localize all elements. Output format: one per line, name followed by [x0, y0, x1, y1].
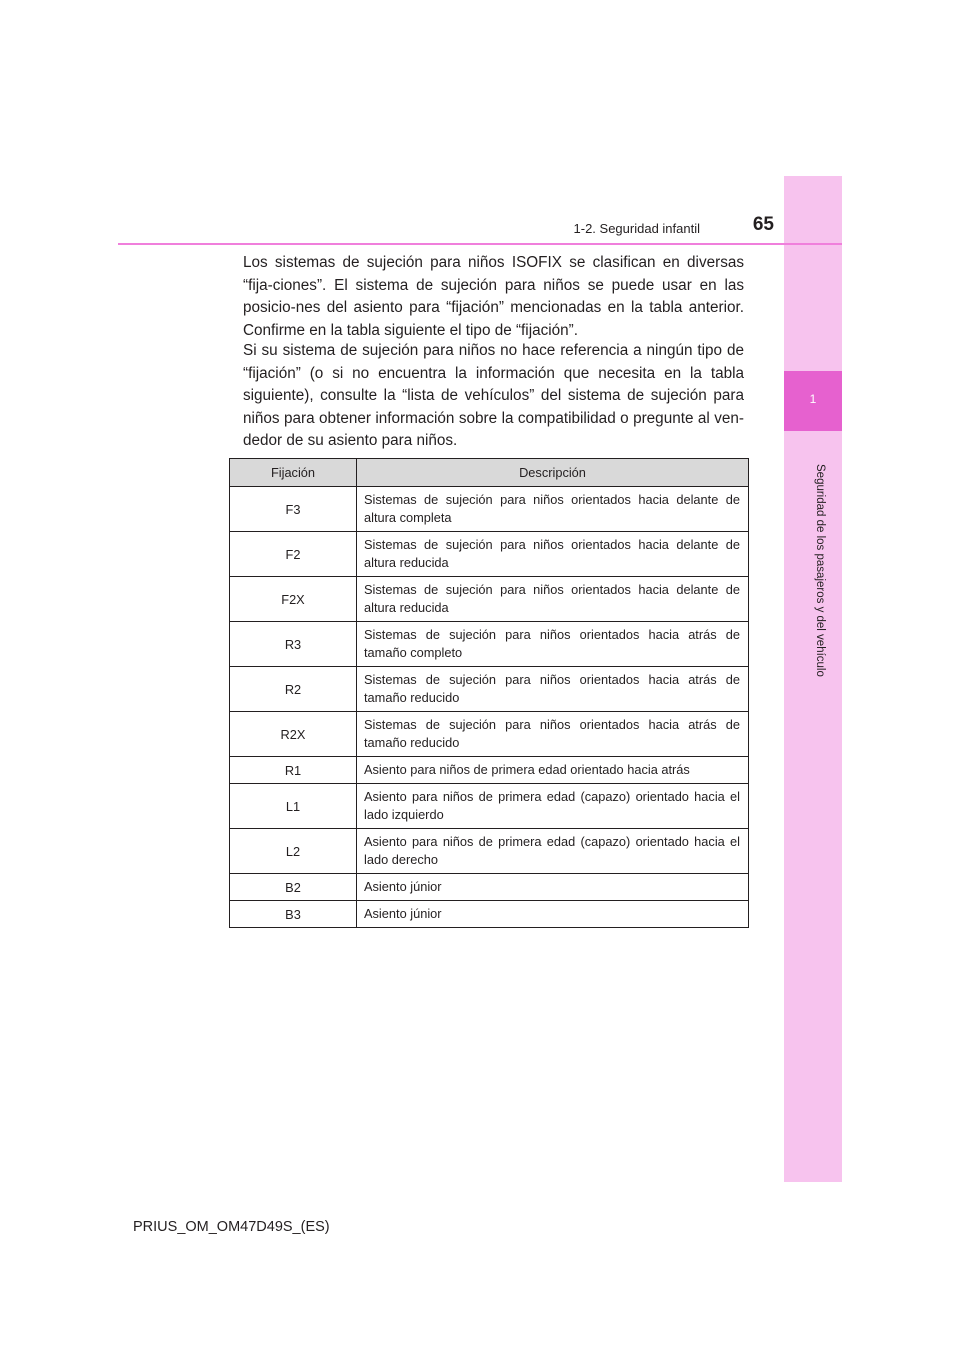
fixation-code: R1: [230, 757, 357, 784]
table-row: [230, 532, 749, 577]
fixation-description: Sistemas de sujeción para niños orientados hacia delante de altura completa: [357, 487, 749, 532]
document-code: PRIUS_OM_OM47D49S_(ES): [133, 1219, 330, 1235]
chapter-side-tab: [784, 176, 842, 1182]
fixation-code: L1: [230, 784, 357, 829]
fixation-description: Sistemas de sujeción para niños orientados hacia atrás de tamaño reducido: [357, 667, 749, 712]
fixation-description: Sistemas de sujeción para niños orientados hacia delante de altura reducida: [357, 577, 749, 622]
fixation-description: Asiento para niños de primera edad (capazo) orientado hacia el lado izquierdo: [357, 784, 749, 829]
table-row: [230, 901, 749, 928]
fixation-description: Asiento júnior: [357, 874, 749, 901]
fixation-description: Asiento para niños de primera edad (capazo) orientado hacia el lado derecho: [357, 829, 749, 874]
header-description: Descripción: [357, 459, 749, 487]
table-row: [230, 874, 749, 901]
fixation-description: Sistemas de sujeción para niños orientados hacia atrás de tamaño completo: [357, 622, 749, 667]
fixation-description: Sistemas de sujeción para niños orientados hacia atrás de tamaño reducido: [357, 712, 749, 757]
table-row: [230, 622, 749, 667]
fixation-code: F2: [230, 532, 357, 577]
advice-paragraph: Si su sistema de sujeción para niños no hace referencia a ningún tipo de “fijación” (o si no encuentra la información que necesita en la tabla siguiente), consulte la “lista de vehículos” del sistema de sujeción para niños para obtener información sobre la compatibilidad o pregunte al ven-dedor de su asiento para niños.: [243, 342, 744, 450]
table-row: [230, 577, 749, 622]
fixation-code: B2: [230, 874, 357, 901]
fixation-code: B3: [230, 901, 357, 928]
section-title: 1-2. Seguridad infantil: [573, 221, 700, 236]
fixation-code: F3: [230, 487, 357, 532]
table-header-row: [230, 459, 749, 487]
fixation-description: Asiento júnior: [357, 901, 749, 928]
fixation-description: Asiento para niños de primera edad orientado hacia atrás: [357, 757, 749, 784]
fixation-table: [229, 458, 749, 928]
table-row: [230, 784, 749, 829]
page-number: 65: [752, 214, 774, 235]
table-row: [230, 667, 749, 712]
table-row: [230, 757, 749, 784]
fixation-code: R3: [230, 622, 357, 667]
fixation-code: F2X: [230, 577, 357, 622]
header-fixation: Fijación: [230, 459, 357, 487]
chapter-title: Seguridad de los pasajeros y del vehículo: [814, 464, 826, 677]
fixation-code: R2: [230, 667, 357, 712]
fixation-description: Sistemas de sujeción para niños orientados hacia delante de altura reducida: [357, 532, 749, 577]
chapter-number: 1: [809, 392, 817, 406]
table-row: [230, 487, 749, 532]
table-row: [230, 829, 749, 874]
header-rule: [118, 243, 842, 245]
table-row: [230, 712, 749, 757]
fixation-code: R2X: [230, 712, 357, 757]
fixation-code: L2: [230, 829, 357, 874]
intro-paragraph: Los sistemas de sujeción para niños ISOFIX se clasifican en diversas “fija-ciones”. El sistema de sujeción para niños se puede usar en las posicio-nes del asiento para “fijación” mencionadas en la tabla anterior. Confirme en la tabla siguiente el tipo de “fijación”.: [243, 254, 744, 339]
